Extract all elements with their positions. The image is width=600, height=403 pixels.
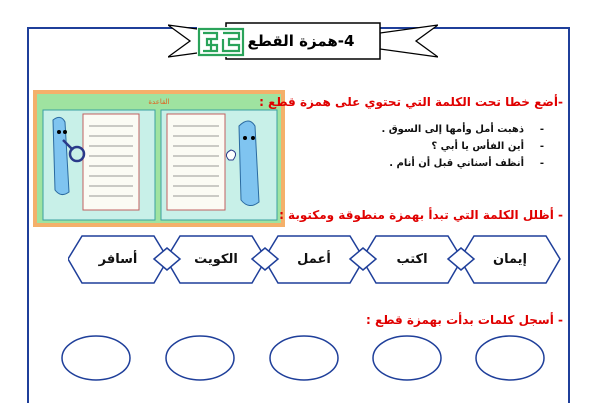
answer-oval[interactable] — [62, 336, 130, 380]
exercise2-instruction: - أظلل الكلمة التي تبدأ بهمزة منطوقة ومكتوبة : — [279, 208, 563, 222]
illustration-graphic — [33, 90, 285, 227]
exercise1-item: -أنظف أسناني قبل أن أنام . — [389, 158, 544, 169]
word-option[interactable]: اكتب — [396, 252, 428, 267]
answer-oval[interactable] — [373, 336, 441, 380]
answer-oval[interactable] — [166, 336, 234, 380]
answer-oval[interactable] — [476, 336, 544, 380]
kufic-logo-icon — [197, 27, 245, 57]
answer-oval[interactable] — [270, 336, 338, 380]
word-option[interactable]: الكويت — [194, 252, 238, 267]
answer-ovals — [60, 330, 560, 390]
word-option[interactable]: أعمل — [297, 252, 331, 267]
rule-illustration — [33, 90, 285, 227]
exercise1-instruction: -أضع خطا تحت الكلمة التي تحتوي على همزة قطع : — [259, 95, 563, 109]
page-title: 4-همزة القطع — [247, 32, 355, 50]
exercise1-item: -ذهبت أمل وأمها إلى السوق . — [381, 124, 544, 135]
word-chain — [68, 232, 563, 287]
exercise1-item: -أين الفأس يا أبي ؟ — [431, 141, 544, 152]
word-option[interactable]: إيمان — [492, 252, 528, 267]
word-option[interactable]: أسافر — [98, 252, 138, 267]
exercise3-instruction: - أسجل كلمات بدأت بهمزة قطع : — [366, 313, 563, 327]
illustration-caption: القاعدة — [148, 98, 170, 106]
